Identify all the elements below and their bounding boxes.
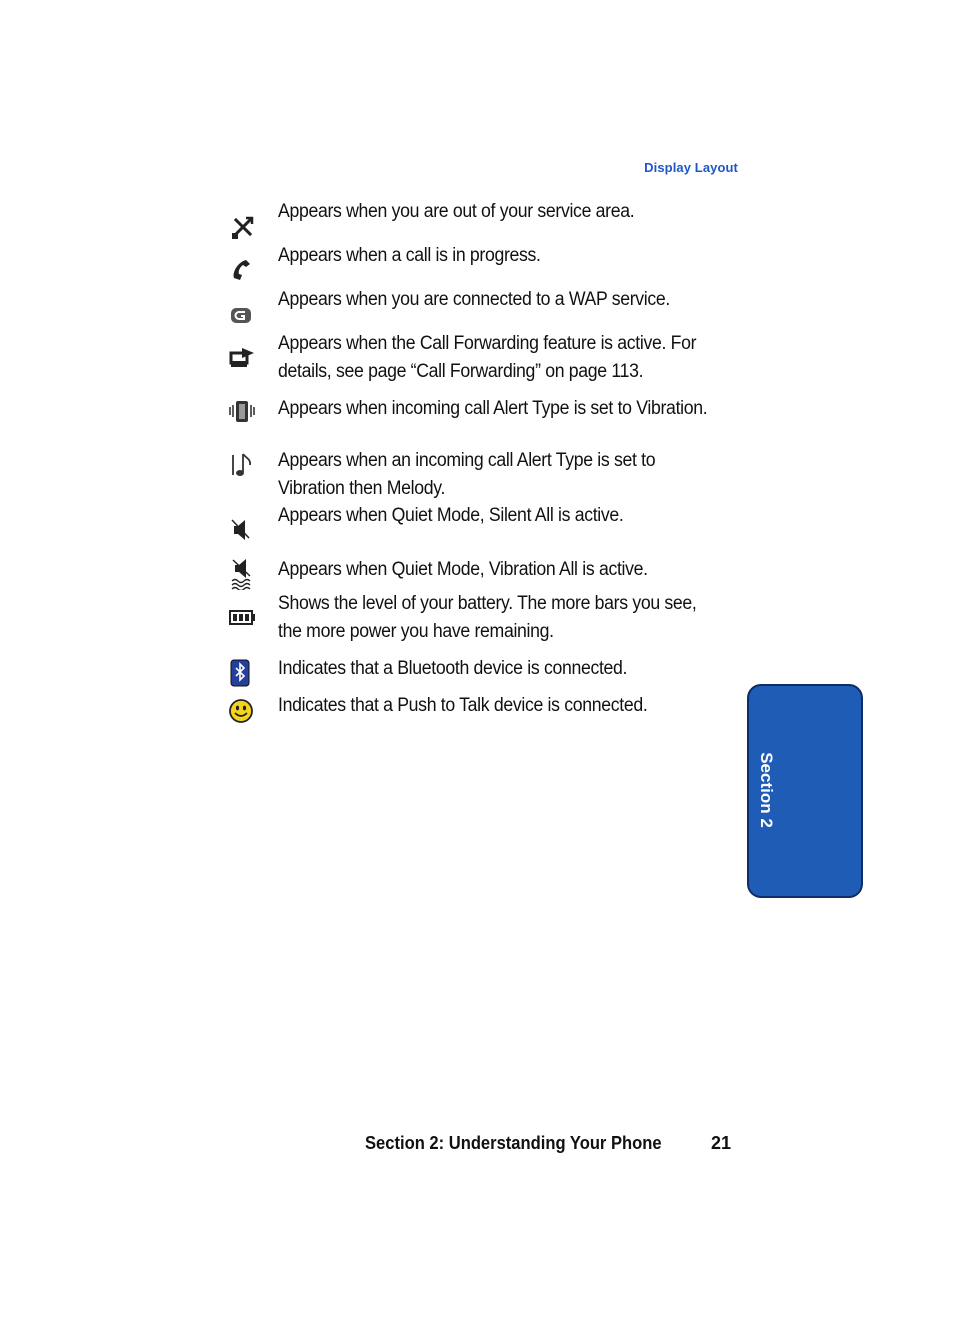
icon-description: Appears when an incoming call Alert Type is set to Vibration then Melody. [278, 450, 656, 499]
footer-title: Section 2: Understanding Your Phone [365, 1133, 662, 1153]
section-tab-label: Section 2 [757, 752, 776, 828]
icon-description: Appears when a call is in progress. [278, 245, 541, 266]
icon-description: Indicates that a Push to Talk device is connected. [278, 695, 648, 716]
battery-icon [228, 604, 256, 632]
vibration-all-icon [228, 558, 256, 590]
running-header: Display Layout [644, 160, 738, 175]
call-in-progress-icon [228, 256, 256, 284]
call-forwarding-icon [228, 344, 256, 372]
icon-description: Appears when Quiet Mode, Vibration All is active. [278, 559, 648, 580]
bluetooth-icon [228, 659, 256, 687]
out-of-service-icon [228, 214, 256, 242]
push-to-talk-icon [228, 698, 256, 726]
icon-description: Appears when the Call Forwarding feature is active. For details, see page “Call Forwarding” on page 113. [278, 333, 697, 382]
icon-description: Indicates that a Bluetooth device is connected. [278, 658, 628, 679]
wap-service-icon [228, 302, 256, 330]
icon-description: Shows the level of your battery. The more bars you see, the more power you have remaining. [278, 593, 697, 642]
vibration-then-melody-icon [228, 451, 256, 479]
icon-description: Appears when Quiet Mode, Silent All is active. [278, 505, 624, 526]
vibration-icon [228, 397, 256, 425]
icon-description: Appears when you are out of your service area. [278, 201, 635, 222]
icon-description: Appears when incoming call Alert Type is set to Vibration. [278, 398, 708, 419]
icon-description: Appears when you are connected to a WAP service. [278, 289, 670, 310]
page-number: 21 [711, 1133, 732, 1153]
silent-all-icon [228, 516, 256, 544]
